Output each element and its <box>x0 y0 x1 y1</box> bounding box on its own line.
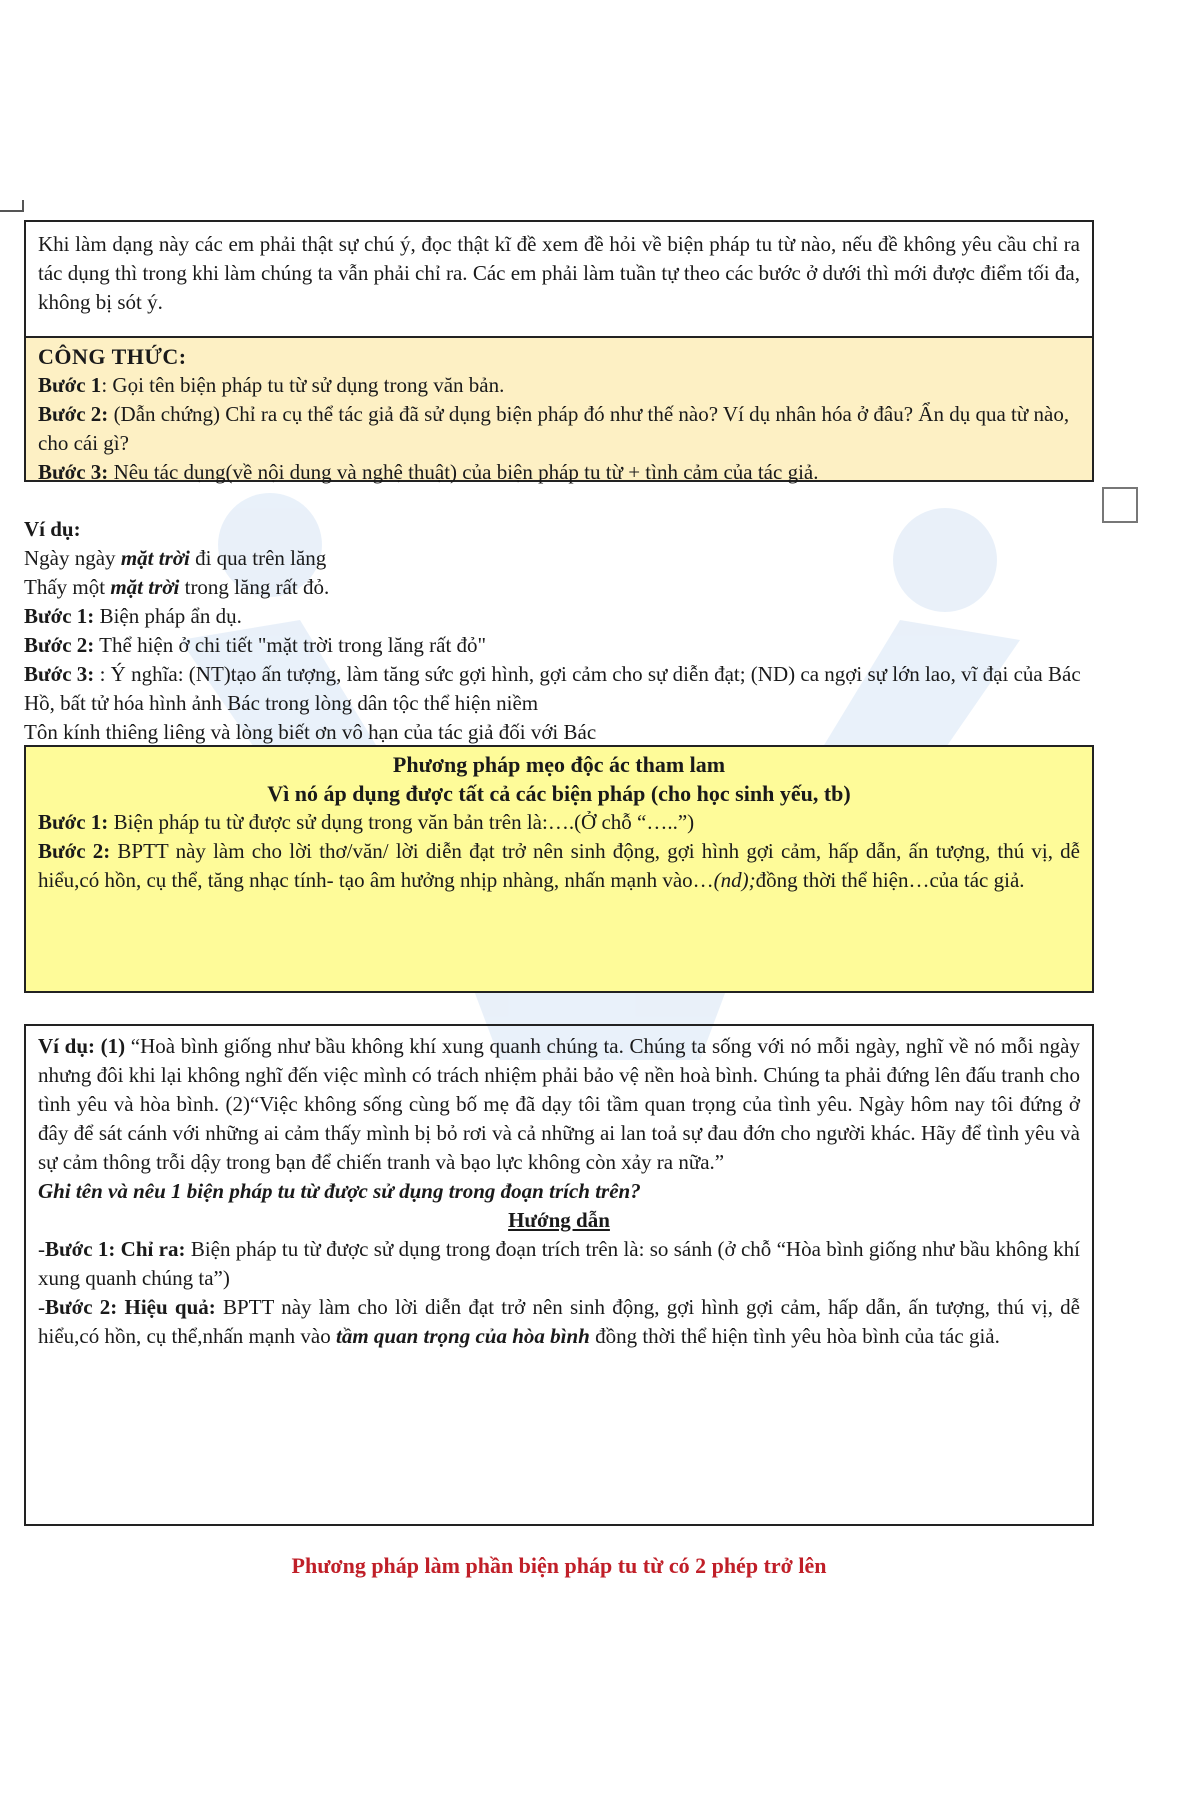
example-1-step-3: Bước 3: : Ý nghĩa: (NT)tạo ấn tượng, làm tăng sức gợi hình, gợi cảm cho sự diễn đạt; (ND) ca ngợi sự lớn lao, vĩ đại của Bác Hồ, bất tử hóa hình ảnh Bác trong lòng dân tộc thể hiện niềm <box>24 662 1081 715</box>
corner-mark <box>0 200 24 212</box>
formula-step-2: Bước 2: (Dẫn chứng) Chỉ ra cụ thể tác giả đã sử dụng biện pháp đó như thế nào? Ví dụ nhân hóa ở đâu? Ẩn dụ qua từ nào, cho cái gì? <box>38 402 1070 455</box>
intro-box <box>24 220 1094 338</box>
tips-step-1: Bước 1: Biện pháp tu từ được sử dụng trong văn bản trên là:….(Ở chỗ “…..”) <box>38 810 695 834</box>
example-1-step-2: Bước 2: Thể hiện ở chi tiết "mặt trời trong lăng rất đỏ" <box>24 633 487 657</box>
example-2-step-2: -Bước 2: Hiệu quả: BPTT này làm cho lời diễn đạt trở nên sinh động, gợi hình gợi cảm, hấp dẫn, ấn tượng, thú vị, dễ hiểu,có hồn, cụ thể,nhấn mạnh vào tầm quan trọng của hòa bình đồng thời thể hiện tình yêu hòa bình của tác giả. <box>38 1295 1080 1348</box>
formula-heading: CÔNG THỨC: <box>38 344 187 369</box>
intro-text: Khi làm dạng này các em phải thật sự chú ý, đọc thật kĩ đề xem đề hỏi về biện pháp tu từ nào, nếu đề không yêu cầu chỉ ra tác dụng thì trong khi làm chúng ta vẫn phải chỉ ra. Các em phải làm tuần tự theo các bước ở dưới thì mới được điểm tối đa, không bị sót ý. <box>38 232 1080 314</box>
tips-box <box>24 745 1094 993</box>
example-1-step-1: Bước 1: Biện pháp ẩn dụ. <box>24 604 242 628</box>
footer-title: Phương pháp làm phần biện pháp tu từ có 2 phép trở lên <box>291 1553 827 1578</box>
example-2-passage: Ví dụ: (1) “Hoà bình giống như bầu không khí xung quanh chúng ta. Chúng ta sống với nó mỗi ngày, nghĩ về nó mỗi ngày nhưng đôi khi lại không nghĩ đến việc mình có trách nhiệm phải bảo vệ nền hoà bình. Chúng ta phải đứng lên đấu tranh cho tình yêu và hòa bình. (2)“Việc không sống cùng bố mẹ đã dạy tôi tầm quan trọng của tình yêu. Ngày hôm nay tôi đứng ở đây để sát cánh với những ai cảm thấy mình bị bỏ rơi và cả những ai lan toả sự đau đớn cho người khác. Hãy để tình yêu và sự cảm thông trỗi dậy trong bạn để chiến tranh và bạo lực không còn xảy ra nữa.” <box>38 1034 1080 1174</box>
example-2-question: Ghi tên và nêu 1 biện pháp tu từ được sử dụng trong đoạn trích trên? <box>38 1179 641 1203</box>
poem-line-2: Thấy một mặt trời trong lăng rất đỏ. <box>24 575 330 599</box>
tips-step-2: Bước 2: BPTT này làm cho lời thơ/văn/ lời diễn đạt trở nên sinh động, gợi hình gợi cảm, hấp dẫn, ấn tượng, thú vị, dễ hiểu,có hồn, cụ thể, tăng nhạc tính- tạo âm hưởng nhịp nhàng, nhấn mạnh vào…(nd);đồng thời thể hiện…của tác giả. <box>38 839 1080 892</box>
example-1-label: Ví dụ: <box>24 517 81 541</box>
formula-box <box>24 336 1094 482</box>
example-1-last-line: Tôn kính thiêng liêng và lòng biết ơn vô hạn của tác giả đối với Bác <box>24 720 597 744</box>
formula-step-3: Bước 3: Nêu tác dụng(về nội dung và nghệ thuật) của biện pháp tu từ + tình cảm của tác giả. <box>38 460 819 484</box>
guide-heading: Hướng dẫn <box>508 1208 610 1232</box>
tips-title-1: Phương pháp mẹo độc ác tham lam <box>392 752 726 777</box>
empty-square <box>1102 487 1138 523</box>
example-1 <box>24 515 1104 747</box>
poem-line-1: Ngày ngày mặt trời đi qua trên lăng <box>24 546 327 570</box>
formula-step-1: Bước 1: Gọi tên biện pháp tu từ sử dụng trong văn bản. <box>38 373 505 397</box>
tips-title-2: Vì nó áp dụng được tất cả các biện pháp (cho học sinh yếu, tb) <box>267 781 851 806</box>
example-2-box <box>24 1024 1094 1526</box>
example-2-step-1: -Bước 1: Chỉ ra: Biện pháp tu từ được sử dụng trong đoạn trích trên là: so sánh (ở chỗ “Hòa bình giống như bầu không khí xung quanh chúng ta”) <box>38 1237 1081 1290</box>
